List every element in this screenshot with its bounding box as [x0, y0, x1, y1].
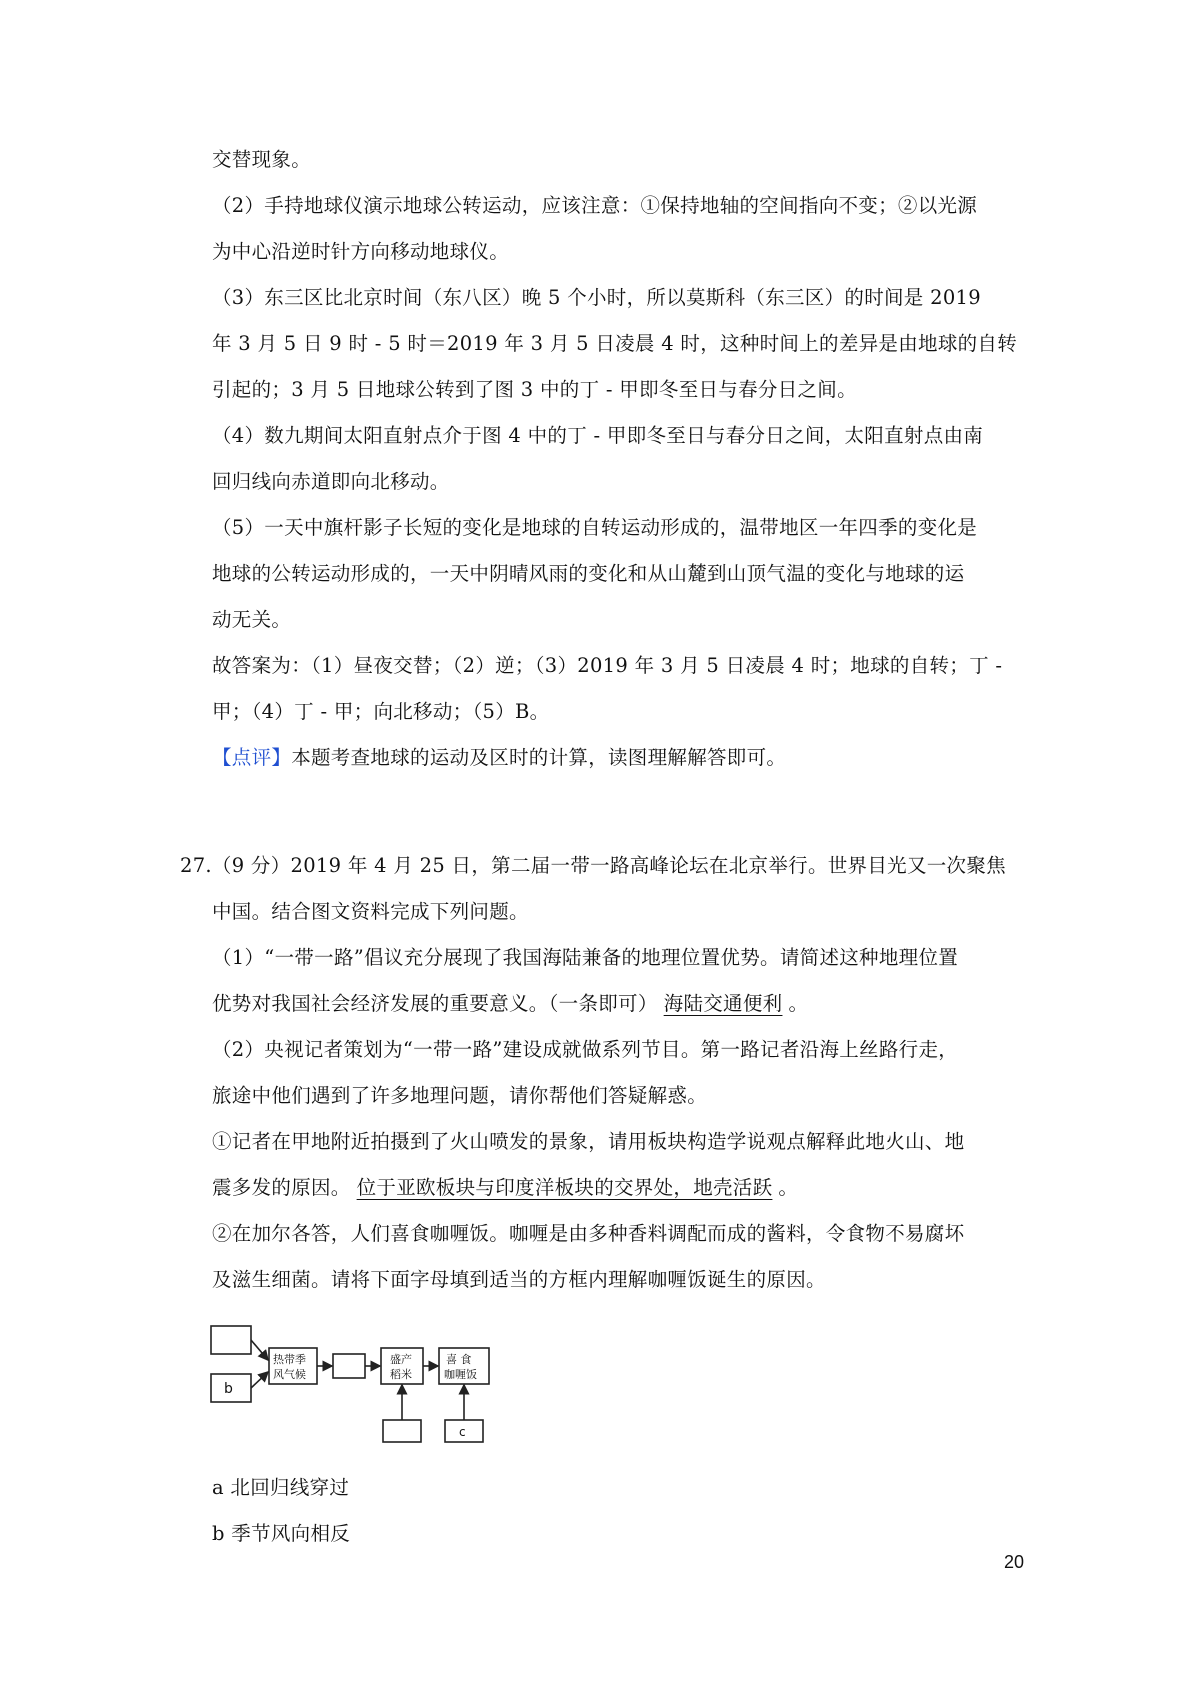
text-line: ①记者在甲地附近拍摄到了火山喷发的景象，请用板块构造学说观点解释此地火山、地: [212, 1130, 965, 1153]
label-b: b: [224, 1381, 233, 1397]
arrow: [251, 1340, 268, 1360]
option-a: a 北回归线穿过: [212, 1476, 350, 1499]
text-line: 及滋生细菌。请将下面字母填到适当的方框内理解咖喱饭诞生的原因。: [212, 1268, 826, 1291]
text-line: （1）“一带一路”倡议充分展现了我国海陆兼备的地理位置优势。请简述这种地理位置: [212, 946, 959, 969]
text-line: 地球的公转运动形成的，一天中阴晴风雨的变化和从山麓到山顶气温的变化与地球的运: [212, 562, 965, 585]
comment-text: 本题考查地球的运动及区时的计算，读图理解解答即可。: [291, 746, 787, 769]
text-line: （5）一天中旗杆影子长短的变化是地球的自转运动形成的，温带地区一年四季的变化是: [212, 516, 978, 539]
option-b: b 季节风向相反: [212, 1522, 351, 1545]
text-line: [212, 1174, 798, 1202]
label-curry-1: 喜 食: [446, 1353, 472, 1366]
text-line: 中国。结合图文资料完成下列问题。: [212, 900, 529, 923]
question-text: 优势对我国社会经济发展的重要意义。（一条即可）: [212, 992, 658, 1015]
comment-line: [212, 744, 786, 772]
text-line: （2）央视记者策划为“一带一路”建设成就做系列节目。第一路记者沿海上丝路行走，: [212, 1038, 959, 1061]
text-line: 引起的；3 月 5 日地球公转到了图 3 中的丁 - 甲即冬至日与春分日之间。: [212, 378, 857, 401]
text-line: 为中心沿逆时针方向移动地球仪。: [212, 240, 510, 263]
comment-tag: 【点评】: [212, 746, 292, 769]
text-line: 年 3 月 5 日 9 时 - 5 时＝2019 年 3 月 5 日凌晨 4 时，这种时间上的差异是由地球的自转: [212, 332, 1018, 355]
text-line: 回归线向赤道即向北移动。: [212, 470, 450, 493]
curry-reason-diagram: [205, 1318, 505, 1453]
text-line: （3）东三区比北京时间（东八区）晚 5 个小时，所以莫斯科（东三区）的时间是 2019: [212, 286, 981, 309]
label-monsoon-1: 热带季: [273, 1353, 306, 1366]
text-line: 旅途中他们遇到了许多地理问题，请你帮他们答疑解惑。: [212, 1084, 708, 1107]
answer-blank-1: 海陆交通便利: [663, 992, 783, 1015]
question-text: 震多发的原因。: [212, 1176, 351, 1199]
label-c: c: [459, 1425, 466, 1439]
page-number: 20: [1004, 1552, 1025, 1572]
text-line: 甲；（4）丁 - 甲；向北移动；（5）B。: [212, 700, 550, 723]
label-curry-2: 咖喱饭: [444, 1368, 477, 1381]
text-line: 动无关。: [212, 608, 292, 631]
punctuation: 。: [788, 992, 809, 1015]
text-line: ②在加尔各答，人们喜食咖喱饭。咖喱是由多种香料调配而成的酱料，令食物不易腐坏: [212, 1222, 965, 1245]
text-line: （2）手持地球仪演示地球公转运动，应该注意：①保持地轴的空间指向不变；②以光源: [212, 194, 978, 217]
empty-box-bottom: [383, 1420, 421, 1442]
label-rice-2: 稻米: [390, 1368, 412, 1381]
answer-blank-2: 位于亚欧板块与印度洋板块的交界处，地壳活跃: [356, 1176, 773, 1199]
label-monsoon-2: 风气候: [273, 1368, 306, 1381]
text-line: 故答案为：（1）昼夜交替；（2）逆；（3）2019 年 3 月 5 日凌晨 4 时；地球的自转；丁 -: [212, 654, 1003, 677]
punctuation: 。: [778, 1176, 799, 1199]
arrow: [251, 1372, 268, 1388]
text-line: 交替现象。: [212, 148, 312, 171]
text-line: [212, 990, 808, 1018]
empty-box-middle: [333, 1354, 365, 1378]
question-27-title: 27.（9 分）2019 年 4 月 25 日，第二届一带一路高峰论坛在北京举行。世界目光又一次聚焦: [180, 854, 1006, 877]
label-rice-1: 盛产: [390, 1353, 412, 1366]
empty-box-top-left: [211, 1326, 251, 1354]
text-line: （4）数九期间太阳直射点介于图 4 中的丁 - 甲即冬至日与春分日之间，太阳直射点由南: [212, 424, 984, 447]
